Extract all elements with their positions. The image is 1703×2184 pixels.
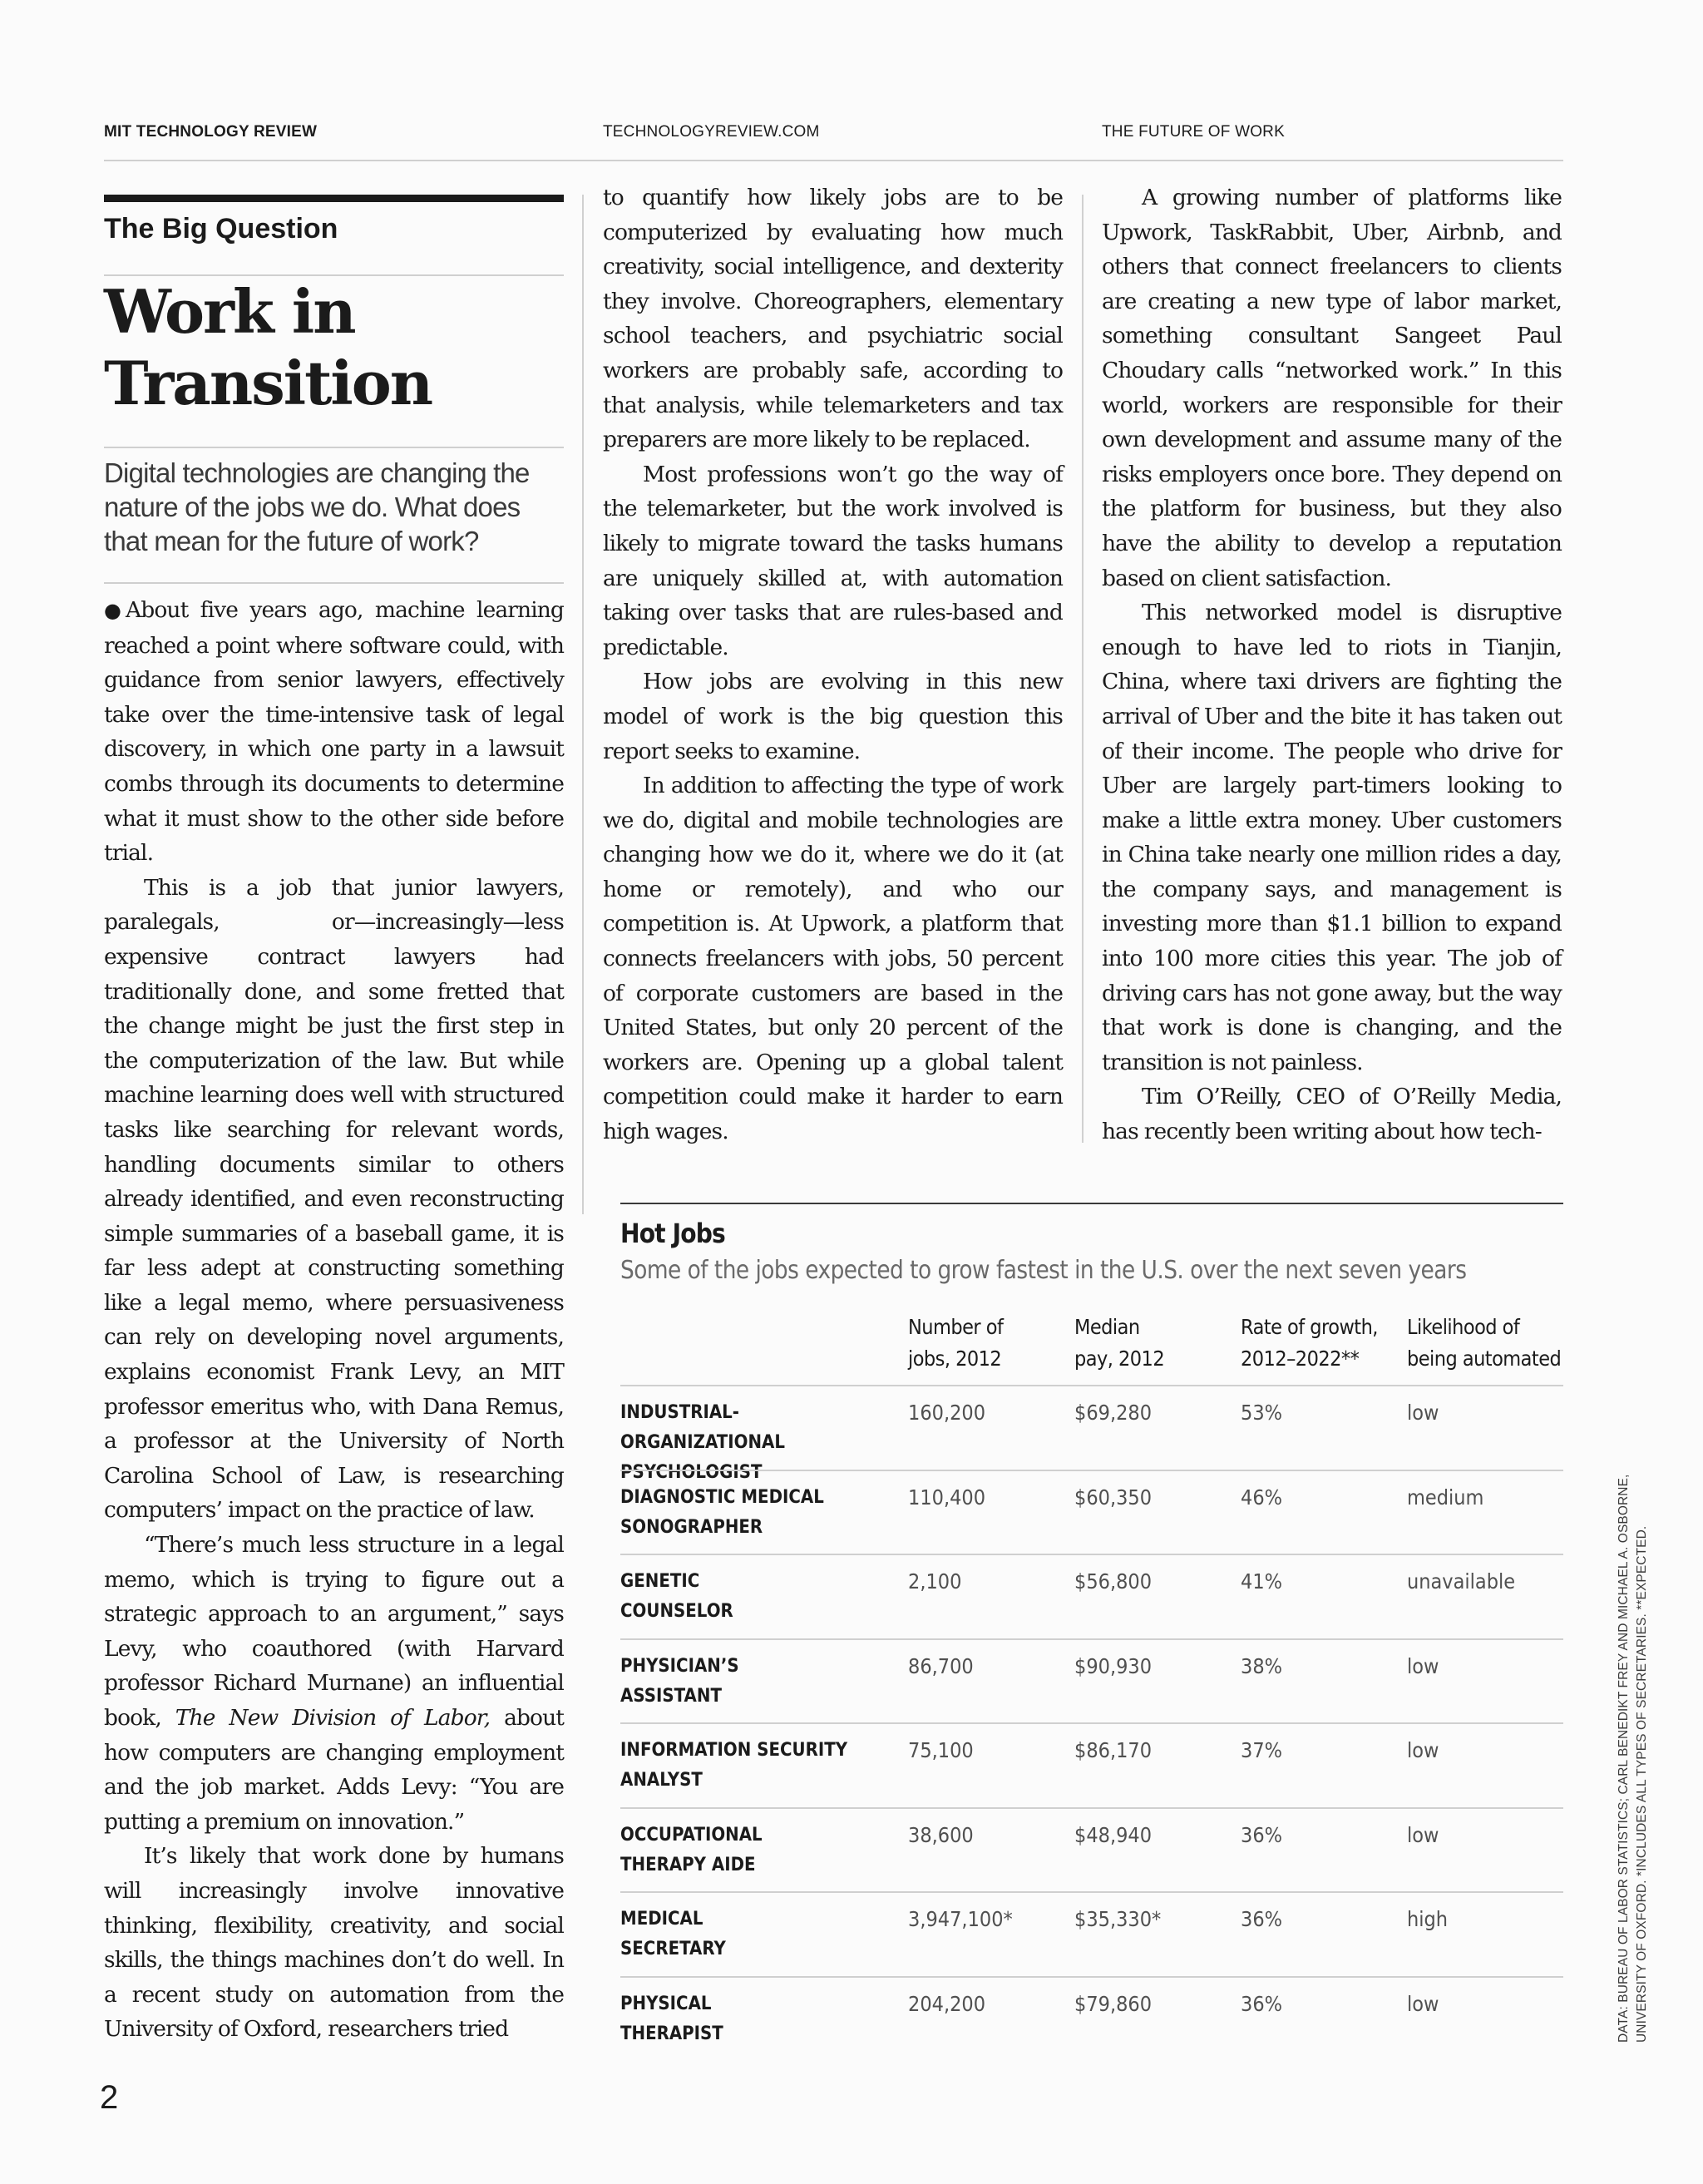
header-rule — [104, 160, 1563, 161]
cell-automated: low — [1407, 1653, 1439, 1678]
cell-pay: $35,330* — [1074, 1907, 1162, 1931]
table-row — [620, 1722, 1563, 1808]
table-top-rule — [620, 1203, 1563, 1204]
cell-growth: 38% — [1241, 1653, 1283, 1678]
data-credit: DATA: BUREAU OF LABOR STATISTICS; CARL BENEDIKT FREY AND MICHAEL A. OSBORNE, UNIVERSITY OF OXFORD. *INCLUDES ALL TYPES OF SECRETARIES. **EXPECTED. — [1617, 1474, 1649, 2043]
cell-jobs: 110,400 — [908, 1485, 986, 1510]
cell-growth: 36% — [1241, 1991, 1283, 2016]
cell-occupation: DIAGNOSTIC MEDICAL SONOGRAPHER — [620, 1486, 824, 1538]
cell-growth: 46% — [1241, 1485, 1283, 1510]
cell-occupation: PHYSICIAN’S ASSISTANT — [620, 1655, 739, 1707]
cell-pay: $86,170 — [1074, 1738, 1153, 1762]
cell-pay: $60,350 — [1074, 1485, 1153, 1510]
cell-occupation: OCCUPATIONAL THERAPY AIDE — [620, 1824, 763, 1875]
paragraph: Tim O’Reilly, CEO of O’Reilly Media, has recently been writing about how tech- — [1102, 1084, 1562, 1145]
table-row — [620, 1807, 1563, 1893]
cell-pay: $48,940 — [1074, 1822, 1153, 1847]
cell-automated: low — [1407, 1991, 1439, 2016]
kicker: The Big Question — [104, 213, 338, 245]
cell-automated: unavailable — [1407, 1569, 1516, 1594]
paragraph: A growing number of platforms like Upwork, TaskRabbit, Uber, Airbnb, and others that connect freelancers to clients are creating a new type of labor market, something consultant Sangeet Paul Choudary calls “networked work.” In this world, workers are responsible for their own development and assume many of the risks employers once bore. They depend on the platform for business, but they also have the ability to develop a reputation based on client satisfaction. — [1102, 185, 1562, 591]
cell-jobs: 38,600 — [908, 1822, 974, 1847]
cell-pay: $69,280 — [1074, 1401, 1153, 1425]
body-column-1 — [104, 593, 564, 2047]
title-line-2: Transition — [104, 348, 432, 418]
cell-jobs: 3,947,100* — [908, 1907, 1013, 1931]
cell-growth: 37% — [1241, 1738, 1283, 1762]
cell-pay: $90,930 — [1074, 1653, 1153, 1678]
cell-jobs: 2,100 — [908, 1569, 962, 1594]
kicker-rule — [104, 195, 564, 202]
cell-jobs: 75,100 — [908, 1738, 974, 1762]
bullet-icon: ● — [104, 599, 121, 622]
paragraph: ● About five years ago, machine learning reached a point where software could, with guidance from senior lawyers, effectively take over the time-intensive task of legal discovery, in which one party in a lawsuit combs through its documents to determine what it must show to the other side before trial. — [104, 593, 564, 871]
table-row — [620, 1385, 1563, 1483]
paragraph: This networked model is disruptive enough to have led to riots in Tianjin, China, where taxi drivers are fighting the arrival of Uber and the bite it has taken out of their income. The people who drive for Uber are largely part-timers looking to make a little extra money. Uber customers in China take nearly one million rides a day, the company says, and management is investing more than $1.1 billion to expand into 100 more cities this year. The job of driving cars has not gone away, but the way that work is done is changing, and the transition is not painless. — [1102, 600, 1562, 1075]
column-divider — [582, 195, 584, 1214]
table-row — [620, 1470, 1563, 1555]
paragraph: “There’s much less structure in a legal memo, which is trying to figure out a strategic approach to an argument,” says Levy, who coauthored (with Harvard professor Richard Murnane) an influential book, The New Division of Labor, about how computers are changing employment and the job market. Adds Levy: “You are putting a premium on innovation.” — [104, 1532, 564, 1835]
cell-pay: $56,800 — [1074, 1569, 1153, 1594]
table-row — [620, 1976, 1563, 2062]
cell-occupation: GENETIC COUNSELOR — [620, 1571, 733, 1622]
cell-jobs: 204,200 — [908, 1991, 986, 2016]
cell-automated: medium — [1407, 1485, 1484, 1510]
cell-occupation: MEDICAL SECRETARY — [620, 1909, 726, 1959]
cell-jobs: 86,700 — [908, 1653, 974, 1678]
cell-growth: 36% — [1241, 1907, 1283, 1931]
article-dek: Digital technologies are changing the nature of the jobs we do. What does that mean for the future of work? — [104, 457, 530, 556]
paragraph: This is a job that junior lawyers, paralegals, or—increasingly—less expensive contract lawyers had traditionally done, and some fretted that the change might be just the first step in the computerization of the law. But while machine learning does well with structured tasks like searching for relevant words, handling documents similar to others already identified, and even reconstructing simple summaries of a baseball game, it is far less adept at constructing something like a legal memo, where persuasiveness can rely on developing novel arguments, explains economist Frank Levy, an MIT professor emeritus who, with Dana Remus, a professor at the University of North Carolina School of Law, is researching computers’ impact on the practice of law. — [104, 874, 564, 1524]
column-divider — [1082, 195, 1084, 1143]
column-header-growth: Rate of growth, 2012–2022** — [1241, 1315, 1378, 1371]
table-title: Hot Jobs — [620, 1218, 725, 1249]
dek-divider — [104, 582, 564, 584]
paragraph: It’s likely that work done by humans will increasingly involve innovative thinking, flexibility, creativity, and social skills, the things machines don’t do well. In a recent study on automation from the University of Oxford, researchers tried — [104, 1843, 564, 2043]
table-subtitle: Some of the jobs expected to grow fastest in the U.S. over the next seven years — [620, 1256, 1467, 1285]
cell-growth: 36% — [1241, 1822, 1283, 1847]
cell-occupation: INDUSTRIAL-ORGANIZATIONAL PSYCHOLOGIST — [620, 1402, 785, 1483]
table-row — [620, 1638, 1563, 1724]
body-column-3 — [1102, 180, 1562, 1149]
cell-automated: low — [1407, 1738, 1439, 1762]
cell-jobs: 160,200 — [908, 1401, 986, 1425]
table-row — [620, 1554, 1563, 1639]
title-divider — [104, 447, 564, 448]
body-column-2 — [603, 180, 1063, 1149]
cell-automated: high — [1407, 1907, 1449, 1931]
column-header-jobs: Number of jobs, 2012 — [908, 1315, 1004, 1371]
section-name: THE FUTURE OF WORK — [1102, 123, 1285, 141]
cell-automated: low — [1407, 1401, 1439, 1425]
column-header-pay: Median pay, 2012 — [1074, 1315, 1165, 1371]
paragraph: In addition to affecting the type of work we do, digital and mobile technologies are changing how we do it, where we do it (at home or remotely), and who our competition is. At Upwork, a platform that connects freelancers with jobs, 50 percent of corporate customers are based in the United States, but only 20 percent of the workers are. Opening up a global talent competition could make it harder to earn high wages. — [603, 773, 1063, 1145]
table-row — [620, 1891, 1563, 1977]
cell-occupation: PHYSICAL THERAPIST — [620, 1993, 723, 2044]
title-line-1: Work in — [104, 276, 355, 347]
website-url[interactable]: TECHNOLOGYREVIEW.COM — [603, 123, 820, 141]
paragraph: How jobs are evolving in this new model of work is the big question this report seeks to examine. — [603, 669, 1063, 764]
page-number: 2 — [100, 2079, 119, 2116]
book-title: The New Division of Labor, — [175, 1705, 491, 1731]
article-title — [104, 276, 570, 419]
column-header-automation: Likelihood of being automated — [1407, 1315, 1562, 1371]
cell-occupation: INFORMATION SECURITY ANALYST — [620, 1740, 848, 1791]
cell-automated: low — [1407, 1822, 1439, 1847]
paragraph: to quantify how likely jobs are to be computerized by evaluating how much creativity, social intelligence, and dexterity they involve. Choreographers, elementary school teachers, and psychiatric social workers are probably safe, according to that analysis, while telemarketers and tax preparers are more likely to be replaced. — [603, 185, 1063, 453]
cell-growth: 53% — [1241, 1401, 1283, 1425]
cell-growth: 41% — [1241, 1569, 1283, 1594]
paragraph: Most professions won’t go the way of the telemarketer, but the work involved is likely to migrate toward the tasks humans are uniquely skilled at, with automation taking over tasks that are rules-based and predictable. — [603, 461, 1063, 660]
cell-pay: $79,860 — [1074, 1991, 1153, 2016]
publication-name: MIT TECHNOLOGY REVIEW — [104, 123, 318, 141]
